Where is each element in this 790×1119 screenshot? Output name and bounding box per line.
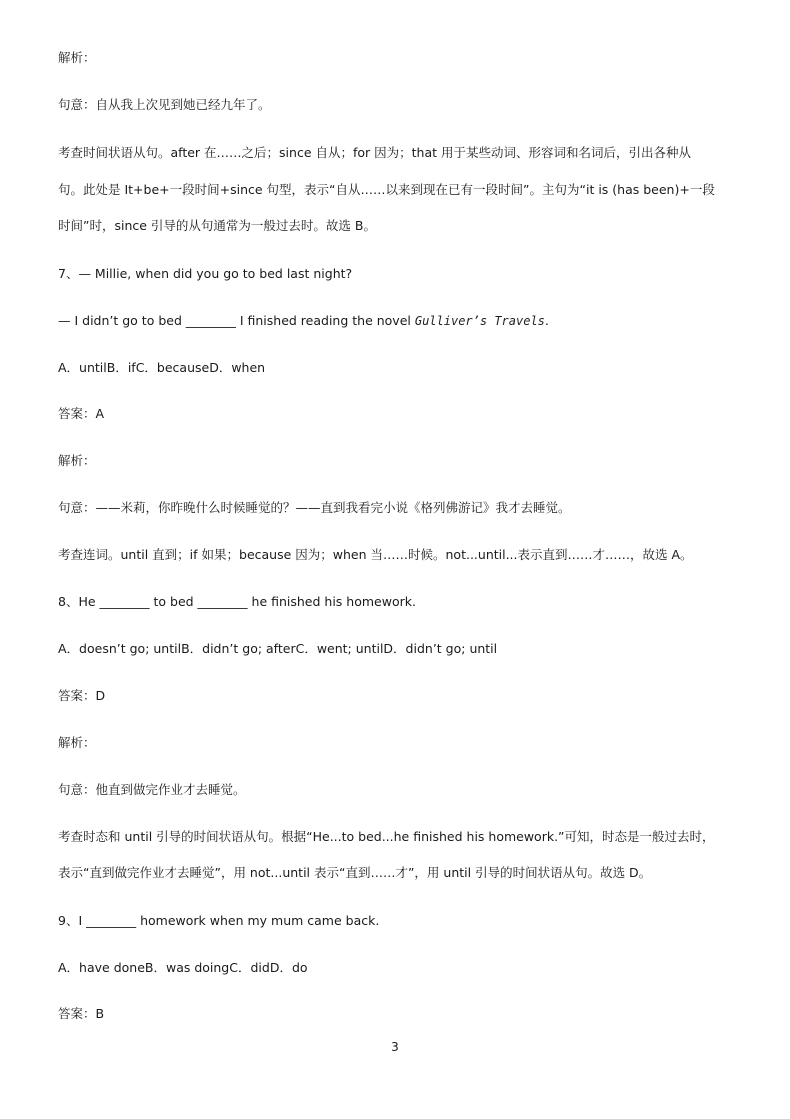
sentence-meaning: 句意：自从我上次见到她已经九年了。 [58, 97, 271, 112]
reply-prefix: — I didn’t go to bed ________ I finished reading the novel [58, 313, 415, 328]
answer-line: 答案：B [58, 1006, 105, 1021]
analysis-label: 解析： [58, 735, 96, 750]
answer-line: 答案：D [58, 688, 106, 703]
question-9: 9、I ________ homework when my mum came back. [58, 913, 380, 928]
reply-suffix: . [544, 313, 549, 328]
novel-title: Gulliver’s Travels [414, 314, 545, 328]
question-7-options: A．untilB．ifC．becauseD．when [58, 360, 266, 375]
explanation-line: 时间”时，since 引导的从句通常为一般过去时。故选 B。 [58, 218, 376, 233]
question-8-options: A．doesn’t go; untilB．didn’t go; afterC．went; untilD．didn’t go; until [58, 641, 498, 656]
answer-line: 答案：A [58, 406, 105, 421]
explanation-line: 考查时间状语从句。after 在……之后；since 自从；for 因为；that 用于某些动词、形容词和名词后，引出各种从 [58, 145, 692, 160]
analysis-label: 解析： [58, 453, 96, 468]
sentence-meaning: 句意：他直到做完作业才去睡觉。 [58, 782, 246, 797]
explanation-line: 句。此处是 It+be+一段时间+since 句型，表示“自从……以来到现在已有一段时间”。主句为“it is (has been)+一段 [58, 182, 715, 197]
question-7-reply [58, 313, 549, 329]
explanation-line: 表示“直到做完作业才去睡觉”，用 not...until 表示“直到……才”，用 until 引导的时间状语从句。故选 D。 [58, 865, 652, 880]
analysis-label: 解析： [58, 50, 96, 65]
question-9-options: A．have doneB．was doingC．didD．do [58, 960, 308, 975]
explanation-line: 考查连词。until 直到；if 如果；because 因为；when 当……时候。not...until...表示直到……才……，故选 A。 [58, 547, 693, 562]
page-number: 3 [391, 1040, 399, 1054]
question-8: 8、He ________ to bed ________ he finished his homework. [58, 594, 416, 609]
sentence-meaning: 句意：——米莉，你昨晚什么时候睡觉的？——直到我看完小说《格列佛游记》我才去睡觉。 [58, 500, 571, 515]
explanation-line: 考查时态和 until 引导的时间状语从句。根据“He...to bed...he finished his homework.”可知，时态是一般过去时， [58, 829, 715, 844]
question-7: 7、— Millie, when did you go to bed last night? [58, 266, 353, 281]
